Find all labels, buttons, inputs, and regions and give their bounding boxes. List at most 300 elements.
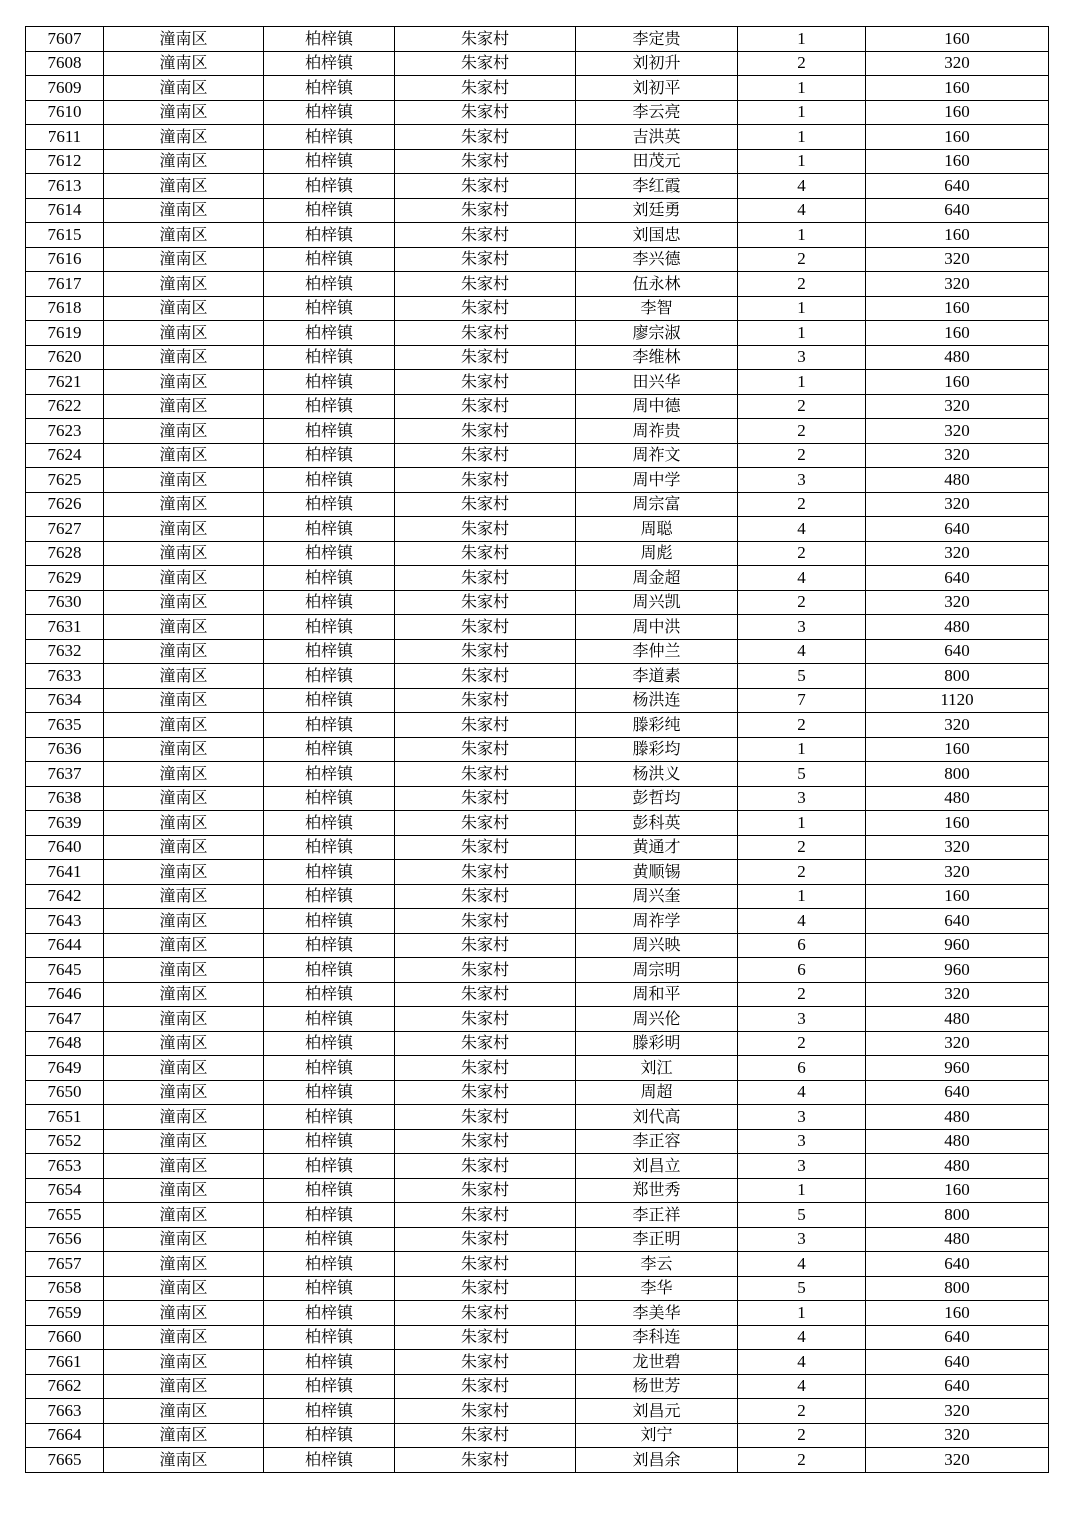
district-cell: 潼南区: [104, 566, 264, 591]
amount-cell: 640: [866, 517, 1049, 542]
district-cell: 潼南区: [104, 1325, 264, 1350]
count-cell: 5: [738, 762, 866, 787]
table-row: [26, 541, 1049, 566]
amount-cell: 160: [866, 1301, 1049, 1326]
town-cell: 柏梓镇: [264, 1031, 395, 1056]
serial-number-cell: 7633: [26, 664, 104, 689]
amount-cell: 480: [866, 468, 1049, 493]
town-cell: 柏梓镇: [264, 1227, 395, 1252]
village-cell: 朱家村: [395, 688, 576, 713]
village-cell: 朱家村: [395, 835, 576, 860]
count-cell: 4: [738, 198, 866, 223]
district-cell: 潼南区: [104, 590, 264, 615]
table-row: [26, 909, 1049, 934]
table-row: [26, 321, 1049, 346]
village-cell: 朱家村: [395, 492, 576, 517]
table-row: [26, 1056, 1049, 1081]
serial-number-cell: 7613: [26, 174, 104, 199]
name-cell: 吉洪英: [576, 125, 738, 150]
name-cell: 刘昌余: [576, 1448, 738, 1473]
amount-cell: 480: [866, 345, 1049, 370]
village-cell: 朱家村: [395, 1227, 576, 1252]
village-cell: 朱家村: [395, 468, 576, 493]
village-cell: 朱家村: [395, 615, 576, 640]
table-row: [26, 811, 1049, 836]
town-cell: 柏梓镇: [264, 713, 395, 738]
count-cell: 1: [738, 125, 866, 150]
village-cell: 朱家村: [395, 1350, 576, 1375]
town-cell: 柏梓镇: [264, 1203, 395, 1228]
district-cell: 潼南区: [104, 321, 264, 346]
village-cell: 朱家村: [395, 1031, 576, 1056]
amount-cell: 640: [866, 1350, 1049, 1375]
town-cell: 柏梓镇: [264, 835, 395, 860]
serial-number-cell: 7640: [26, 835, 104, 860]
name-cell: 周金超: [576, 566, 738, 591]
count-cell: 5: [738, 664, 866, 689]
village-cell: 朱家村: [395, 321, 576, 346]
village-cell: 朱家村: [395, 443, 576, 468]
count-cell: 6: [738, 1056, 866, 1081]
village-cell: 朱家村: [395, 909, 576, 934]
name-cell: 周祚贵: [576, 419, 738, 444]
town-cell: 柏梓镇: [264, 1423, 395, 1448]
town-cell: 柏梓镇: [264, 541, 395, 566]
serial-number-cell: 7618: [26, 296, 104, 321]
table-row: [26, 713, 1049, 738]
name-cell: 杨洪连: [576, 688, 738, 713]
serial-number-cell: 7622: [26, 394, 104, 419]
serial-number-cell: 7665: [26, 1448, 104, 1473]
serial-number-cell: 7646: [26, 982, 104, 1007]
roster-body: [26, 27, 1049, 1473]
town-cell: 柏梓镇: [264, 566, 395, 591]
village-cell: 朱家村: [395, 223, 576, 248]
serial-number-cell: 7650: [26, 1080, 104, 1105]
name-cell: 刘宁: [576, 1423, 738, 1448]
serial-number-cell: 7629: [26, 566, 104, 591]
table-row: [26, 786, 1049, 811]
count-cell: 1: [738, 1178, 866, 1203]
district-cell: 潼南区: [104, 370, 264, 395]
town-cell: 柏梓镇: [264, 296, 395, 321]
serial-number-cell: 7628: [26, 541, 104, 566]
village-cell: 朱家村: [395, 419, 576, 444]
village-cell: 朱家村: [395, 811, 576, 836]
name-cell: 李正明: [576, 1227, 738, 1252]
serial-number-cell: 7645: [26, 958, 104, 983]
count-cell: 1: [738, 100, 866, 125]
town-cell: 柏梓镇: [264, 394, 395, 419]
village-cell: 朱家村: [395, 566, 576, 591]
serial-number-cell: 7617: [26, 272, 104, 297]
district-cell: 潼南区: [104, 492, 264, 517]
serial-number-cell: 7659: [26, 1301, 104, 1326]
district-cell: 潼南区: [104, 1252, 264, 1277]
table-row: [26, 223, 1049, 248]
town-cell: 柏梓镇: [264, 688, 395, 713]
district-cell: 潼南区: [104, 541, 264, 566]
count-cell: 1: [738, 884, 866, 909]
town-cell: 柏梓镇: [264, 1276, 395, 1301]
district-cell: 潼南区: [104, 639, 264, 664]
count-cell: 1: [738, 27, 866, 52]
name-cell: 周彪: [576, 541, 738, 566]
town-cell: 柏梓镇: [264, 345, 395, 370]
serial-number-cell: 7632: [26, 639, 104, 664]
name-cell: 周中洪: [576, 615, 738, 640]
name-cell: 刘初平: [576, 76, 738, 101]
table-row: [26, 1105, 1049, 1130]
count-cell: 4: [738, 909, 866, 934]
amount-cell: 640: [866, 1374, 1049, 1399]
village-cell: 朱家村: [395, 982, 576, 1007]
count-cell: 4: [738, 639, 866, 664]
amount-cell: 320: [866, 1399, 1049, 1424]
amount-cell: 160: [866, 737, 1049, 762]
district-cell: 潼南区: [104, 909, 264, 934]
town-cell: 柏梓镇: [264, 27, 395, 52]
name-cell: 李华: [576, 1276, 738, 1301]
serial-number-cell: 7625: [26, 468, 104, 493]
name-cell: 周聪: [576, 517, 738, 542]
town-cell: 柏梓镇: [264, 590, 395, 615]
serial-number-cell: 7639: [26, 811, 104, 836]
count-cell: 4: [738, 1252, 866, 1277]
count-cell: 3: [738, 1129, 866, 1154]
district-cell: 潼南区: [104, 1203, 264, 1228]
village-cell: 朱家村: [395, 1203, 576, 1228]
district-cell: 潼南区: [104, 1080, 264, 1105]
name-cell: 周祚学: [576, 909, 738, 934]
name-cell: 刘廷勇: [576, 198, 738, 223]
name-cell: 周中德: [576, 394, 738, 419]
town-cell: 柏梓镇: [264, 811, 395, 836]
village-cell: 朱家村: [395, 76, 576, 101]
town-cell: 柏梓镇: [264, 51, 395, 76]
count-cell: 3: [738, 786, 866, 811]
district-cell: 潼南区: [104, 860, 264, 885]
district-cell: 潼南区: [104, 1448, 264, 1473]
count-cell: 1: [738, 321, 866, 346]
amount-cell: 480: [866, 615, 1049, 640]
district-cell: 潼南区: [104, 737, 264, 762]
serial-number-cell: 7658: [26, 1276, 104, 1301]
amount-cell: 320: [866, 272, 1049, 297]
serial-number-cell: 7648: [26, 1031, 104, 1056]
count-cell: 1: [738, 370, 866, 395]
table-row: [26, 1423, 1049, 1448]
town-cell: 柏梓镇: [264, 1448, 395, 1473]
table-row: [26, 468, 1049, 493]
village-cell: 朱家村: [395, 1007, 576, 1032]
name-cell: 郑世秀: [576, 1178, 738, 1203]
table-row: [26, 492, 1049, 517]
town-cell: 柏梓镇: [264, 517, 395, 542]
serial-number-cell: 7631: [26, 615, 104, 640]
amount-cell: 640: [866, 1080, 1049, 1105]
amount-cell: 160: [866, 321, 1049, 346]
town-cell: 柏梓镇: [264, 321, 395, 346]
amount-cell: 160: [866, 76, 1049, 101]
village-cell: 朱家村: [395, 370, 576, 395]
name-cell: 滕彩均: [576, 737, 738, 762]
serial-number-cell: 7634: [26, 688, 104, 713]
town-cell: 柏梓镇: [264, 1325, 395, 1350]
district-cell: 潼南区: [104, 933, 264, 958]
town-cell: 柏梓镇: [264, 1105, 395, 1130]
village-cell: 朱家村: [395, 100, 576, 125]
table-row: [26, 1399, 1049, 1424]
table-row: [26, 590, 1049, 615]
count-cell: 1: [738, 223, 866, 248]
count-cell: 4: [738, 1350, 866, 1375]
name-cell: 田茂元: [576, 149, 738, 174]
village-cell: 朱家村: [395, 1129, 576, 1154]
serial-number-cell: 7662: [26, 1374, 104, 1399]
name-cell: 李正容: [576, 1129, 738, 1154]
town-cell: 柏梓镇: [264, 982, 395, 1007]
name-cell: 彭科英: [576, 811, 738, 836]
district-cell: 潼南区: [104, 100, 264, 125]
roster-table: [25, 26, 1049, 1473]
district-cell: 潼南区: [104, 76, 264, 101]
district-cell: 潼南区: [104, 51, 264, 76]
serial-number-cell: 7656: [26, 1227, 104, 1252]
district-cell: 潼南区: [104, 296, 264, 321]
table-row: [26, 76, 1049, 101]
district-cell: 潼南区: [104, 27, 264, 52]
amount-cell: 160: [866, 296, 1049, 321]
town-cell: 柏梓镇: [264, 370, 395, 395]
table-row: [26, 1276, 1049, 1301]
village-cell: 朱家村: [395, 762, 576, 787]
district-cell: 潼南区: [104, 1399, 264, 1424]
town-cell: 柏梓镇: [264, 492, 395, 517]
amount-cell: 800: [866, 664, 1049, 689]
serial-number-cell: 7661: [26, 1350, 104, 1375]
town-cell: 柏梓镇: [264, 198, 395, 223]
table-row: [26, 982, 1049, 1007]
table-row: [26, 688, 1049, 713]
village-cell: 朱家村: [395, 1325, 576, 1350]
amount-cell: 640: [866, 1325, 1049, 1350]
district-cell: 潼南区: [104, 1374, 264, 1399]
amount-cell: 480: [866, 1105, 1049, 1130]
village-cell: 朱家村: [395, 174, 576, 199]
table-row: [26, 1129, 1049, 1154]
count-cell: 3: [738, 1105, 866, 1130]
serial-number-cell: 7655: [26, 1203, 104, 1228]
amount-cell: 320: [866, 247, 1049, 272]
town-cell: 柏梓镇: [264, 1080, 395, 1105]
district-cell: 潼南区: [104, 615, 264, 640]
town-cell: 柏梓镇: [264, 1056, 395, 1081]
town-cell: 柏梓镇: [264, 884, 395, 909]
district-cell: 潼南区: [104, 468, 264, 493]
count-cell: 2: [738, 590, 866, 615]
town-cell: 柏梓镇: [264, 125, 395, 150]
table-row: [26, 639, 1049, 664]
count-cell: 2: [738, 419, 866, 444]
count-cell: 5: [738, 1276, 866, 1301]
town-cell: 柏梓镇: [264, 1154, 395, 1179]
district-cell: 潼南区: [104, 198, 264, 223]
village-cell: 朱家村: [395, 149, 576, 174]
town-cell: 柏梓镇: [264, 100, 395, 125]
district-cell: 潼南区: [104, 1154, 264, 1179]
village-cell: 朱家村: [395, 860, 576, 885]
town-cell: 柏梓镇: [264, 419, 395, 444]
count-cell: 1: [738, 737, 866, 762]
village-cell: 朱家村: [395, 345, 576, 370]
serial-number-cell: 7623: [26, 419, 104, 444]
village-cell: 朱家村: [395, 664, 576, 689]
name-cell: 伍永林: [576, 272, 738, 297]
name-cell: 李科连: [576, 1325, 738, 1350]
name-cell: 李定贵: [576, 27, 738, 52]
table-row: [26, 51, 1049, 76]
amount-cell: 320: [866, 713, 1049, 738]
village-cell: 朱家村: [395, 1105, 576, 1130]
village-cell: 朱家村: [395, 517, 576, 542]
serial-number-cell: 7610: [26, 100, 104, 125]
name-cell: 刘代高: [576, 1105, 738, 1130]
amount-cell: 320: [866, 443, 1049, 468]
count-cell: 2: [738, 394, 866, 419]
serial-number-cell: 7611: [26, 125, 104, 150]
name-cell: 李维林: [576, 345, 738, 370]
village-cell: 朱家村: [395, 541, 576, 566]
town-cell: 柏梓镇: [264, 615, 395, 640]
name-cell: 滕彩纯: [576, 713, 738, 738]
amount-cell: 160: [866, 149, 1049, 174]
table-row: [26, 149, 1049, 174]
town-cell: 柏梓镇: [264, 247, 395, 272]
count-cell: 5: [738, 1203, 866, 1228]
village-cell: 朱家村: [395, 713, 576, 738]
serial-number-cell: 7657: [26, 1252, 104, 1277]
town-cell: 柏梓镇: [264, 76, 395, 101]
district-cell: 潼南区: [104, 958, 264, 983]
serial-number-cell: 7630: [26, 590, 104, 615]
name-cell: 廖宗淑: [576, 321, 738, 346]
count-cell: 3: [738, 1227, 866, 1252]
district-cell: 潼南区: [104, 272, 264, 297]
town-cell: 柏梓镇: [264, 443, 395, 468]
village-cell: 朱家村: [395, 1301, 576, 1326]
amount-cell: 320: [866, 1031, 1049, 1056]
village-cell: 朱家村: [395, 51, 576, 76]
count-cell: 2: [738, 1031, 866, 1056]
serial-number-cell: 7644: [26, 933, 104, 958]
amount-cell: 160: [866, 1178, 1049, 1203]
count-cell: 2: [738, 982, 866, 1007]
village-cell: 朱家村: [395, 272, 576, 297]
village-cell: 朱家村: [395, 1448, 576, 1473]
town-cell: 柏梓镇: [264, 909, 395, 934]
amount-cell: 160: [866, 100, 1049, 125]
name-cell: 周兴映: [576, 933, 738, 958]
village-cell: 朱家村: [395, 933, 576, 958]
village-cell: 朱家村: [395, 394, 576, 419]
name-cell: 彭哲均: [576, 786, 738, 811]
serial-number-cell: 7654: [26, 1178, 104, 1203]
table-row: [26, 615, 1049, 640]
amount-cell: 640: [866, 1252, 1049, 1277]
town-cell: 柏梓镇: [264, 860, 395, 885]
amount-cell: 800: [866, 1276, 1049, 1301]
amount-cell: 160: [866, 811, 1049, 836]
count-cell: 2: [738, 1423, 866, 1448]
village-cell: 朱家村: [395, 639, 576, 664]
district-cell: 潼南区: [104, 884, 264, 909]
village-cell: 朱家村: [395, 590, 576, 615]
town-cell: 柏梓镇: [264, 786, 395, 811]
district-cell: 潼南区: [104, 835, 264, 860]
serial-number-cell: 7651: [26, 1105, 104, 1130]
amount-cell: 640: [866, 909, 1049, 934]
district-cell: 潼南区: [104, 664, 264, 689]
table-row: [26, 860, 1049, 885]
district-cell: 潼南区: [104, 811, 264, 836]
table-row: [26, 1448, 1049, 1473]
serial-number-cell: 7649: [26, 1056, 104, 1081]
table-row: [26, 958, 1049, 983]
town-cell: 柏梓镇: [264, 1252, 395, 1277]
village-cell: 朱家村: [395, 1423, 576, 1448]
serial-number-cell: 7664: [26, 1423, 104, 1448]
count-cell: 3: [738, 345, 866, 370]
serial-number-cell: 7652: [26, 1129, 104, 1154]
table-row: [26, 1325, 1049, 1350]
serial-number-cell: 7616: [26, 247, 104, 272]
town-cell: 柏梓镇: [264, 1007, 395, 1032]
village-cell: 朱家村: [395, 1399, 576, 1424]
serial-number-cell: 7635: [26, 713, 104, 738]
serial-number-cell: 7621: [26, 370, 104, 395]
amount-cell: 1120: [866, 688, 1049, 713]
town-cell: 柏梓镇: [264, 1129, 395, 1154]
amount-cell: 960: [866, 933, 1049, 958]
count-cell: 2: [738, 860, 866, 885]
table-row: [26, 664, 1049, 689]
amount-cell: 640: [866, 198, 1049, 223]
village-cell: 朱家村: [395, 1276, 576, 1301]
amount-cell: 320: [866, 860, 1049, 885]
town-cell: 柏梓镇: [264, 639, 395, 664]
town-cell: 柏梓镇: [264, 664, 395, 689]
table-row: [26, 419, 1049, 444]
name-cell: 龙世碧: [576, 1350, 738, 1375]
district-cell: 潼南区: [104, 982, 264, 1007]
town-cell: 柏梓镇: [264, 223, 395, 248]
amount-cell: 320: [866, 982, 1049, 1007]
table-row: [26, 1178, 1049, 1203]
table-row: [26, 1031, 1049, 1056]
table-row: [26, 737, 1049, 762]
table-row: [26, 835, 1049, 860]
count-cell: 3: [738, 1154, 866, 1179]
name-cell: 周超: [576, 1080, 738, 1105]
count-cell: 3: [738, 468, 866, 493]
town-cell: 柏梓镇: [264, 1178, 395, 1203]
count-cell: 3: [738, 615, 866, 640]
district-cell: 潼南区: [104, 149, 264, 174]
table-row: [26, 174, 1049, 199]
district-cell: 潼南区: [104, 1350, 264, 1375]
serial-number-cell: 7660: [26, 1325, 104, 1350]
